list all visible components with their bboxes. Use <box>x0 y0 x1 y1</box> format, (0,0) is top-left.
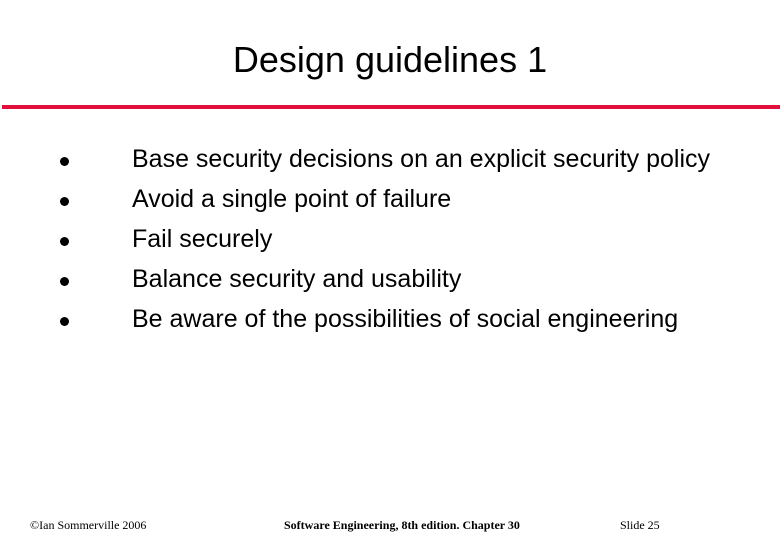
bullet-dot-icon <box>60 317 69 326</box>
footer-slide-number: Slide 25 <box>620 518 660 532</box>
bullet-dot-icon <box>60 157 69 166</box>
slide-title: Design guidelines 1 <box>232 39 548 80</box>
bullet-dot-icon <box>60 237 69 246</box>
bullet-item <box>0 259 780 299</box>
bullet-item <box>0 299 780 339</box>
bullet-dot-icon <box>60 197 69 206</box>
footer-book-title: Software Engineering, 8th edition. Chapter 30 <box>284 518 520 532</box>
bullet-text: Be aware of the possibilities of social engineering <box>132 305 679 333</box>
bullet-item <box>0 139 722 179</box>
bullet-item <box>0 219 780 259</box>
bullet-list <box>0 139 780 339</box>
bullet-text: Balance security and usability <box>132 265 462 293</box>
bullet-dot-icon <box>60 277 69 286</box>
bullet-text: Fail securely <box>132 225 273 253</box>
bullet-text: Avoid a single point of failure <box>132 185 452 213</box>
bullet-item <box>0 179 780 219</box>
footer-copyright: ©Ian Sommerville 2006 <box>30 518 147 532</box>
title-divider <box>2 105 780 109</box>
bullet-text: Base security decisions on an explicit security policy <box>132 145 711 173</box>
